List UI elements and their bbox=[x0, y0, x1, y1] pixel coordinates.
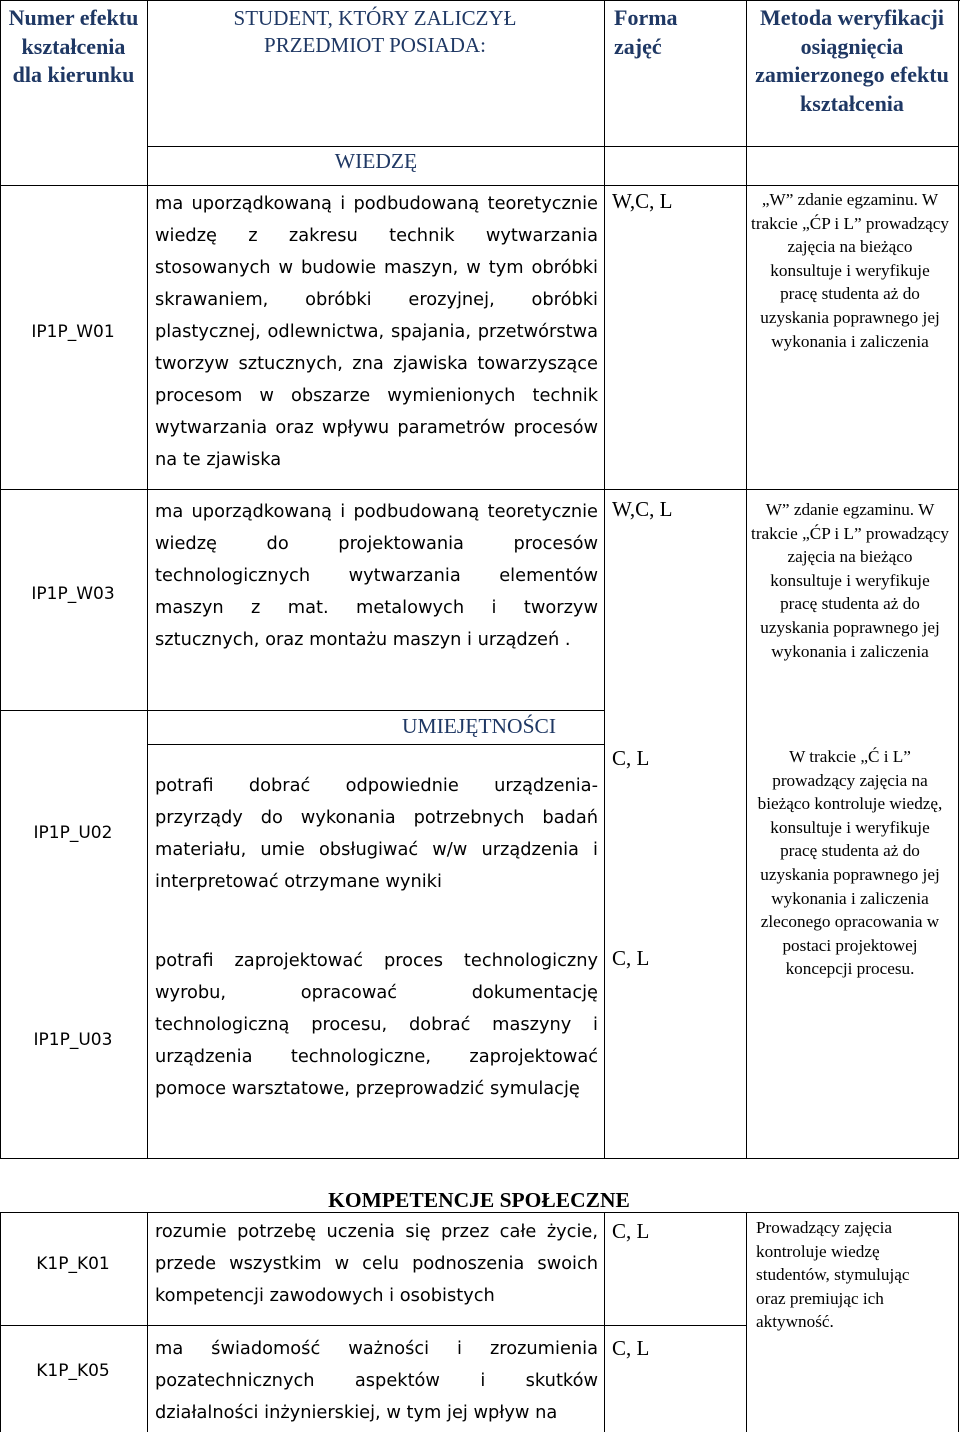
row-divider bbox=[0, 185, 959, 186]
section-skills: UMIEJĘTNOŚCI bbox=[401, 714, 557, 738]
row-code: K1P_K01 bbox=[36, 1254, 110, 1274]
row-method: W trakcie „Ć i L” prowadzący zajęcia na bieżąco kontroluje wiedzę, konsultuje i weryfikuje pracę studenta aż do uzyskania poprawnego jej wykonania i zaliczenia zleconego opracowania w postaci projektowej koncepcji procesu. bbox=[757, 747, 943, 979]
row-description: potrafi dobrać odpowiednie urządzenia- przyrządy do wykonania potrzebnych badań materiału, umie obsługiwać w/w urządzenia i interpretować otrzymane wyniki bbox=[155, 775, 598, 892]
column-divider bbox=[746, 0, 747, 1158]
row-code: IP1P_U02 bbox=[33, 823, 113, 843]
row-form: C, L bbox=[612, 1219, 650, 1243]
row-form: C, L bbox=[612, 946, 650, 970]
row-form: W,C, L bbox=[612, 497, 673, 521]
header-description: STUDENT, KTÓRY ZALICZYŁ PRZEDMIOT POSIADA: bbox=[233, 6, 517, 57]
row-divider bbox=[147, 744, 605, 745]
row-divider bbox=[0, 1325, 747, 1326]
row-method: „W” zdanie egzaminu. W trakcie „ĆP i L” prowadzący zajęcia na bieżąco konsultuje i weryfikuje pracę studenta aż do uzyskania poprawnego jej wykonania i zaliczenia bbox=[751, 190, 949, 351]
row-code: K1P_K05 bbox=[36, 1361, 110, 1381]
row-description: potrafi zaprojektować proces technologiczny wyrobu, opracować dokumentację technologiczną procesu, dobrać maszyny i urządzenia technologiczne, zaprojektować pomoce warsztatowe, przeprowadzić symulację bbox=[155, 950, 598, 1099]
row-method: Prowadzący zajęcia kontroluje wiedzę studentów, stymulując oraz premiując ich aktywność. bbox=[756, 1218, 910, 1332]
table-border-left bbox=[0, 0, 1, 1158]
row-description: ma uporządkowaną i podbudowaną teoretycznie wiedzę do projektowania procesów technologicznych wytwarzania elementów maszyn z mat. metalowych i tworzyw sztucznych, oraz montażu maszyn i urządzeń . bbox=[155, 501, 598, 650]
header-form: Forma zajęć bbox=[614, 5, 678, 59]
row-form: C, L bbox=[612, 746, 650, 770]
header-method: Metoda weryfikacji osiągnięcia zamierzonego efektu kształcenia bbox=[755, 5, 949, 116]
table-border-right bbox=[958, 1212, 959, 1432]
table-border-right bbox=[958, 0, 959, 1158]
row-description: rozumie potrzebę uczenia się przez całe życie, przede wszystkim w celu podnoszenia swoich kompetencji zawodowych i osobistych bbox=[155, 1221, 598, 1306]
section-competences: KOMPETENCJE SPOŁECZNE bbox=[328, 1188, 630, 1212]
row-form: C, L bbox=[612, 1336, 650, 1360]
row-form: W,C, L bbox=[612, 189, 673, 213]
row-divider bbox=[0, 710, 605, 711]
header-code: Numer efektu kształcenia dla kierunku bbox=[8, 5, 139, 87]
section-knowledge: WIEDZĘ bbox=[334, 149, 418, 173]
row-divider bbox=[147, 146, 959, 147]
row-code: IP1P_W03 bbox=[31, 584, 115, 604]
row-divider bbox=[0, 1158, 959, 1159]
column-divider bbox=[147, 1212, 148, 1432]
row-divider bbox=[0, 489, 959, 490]
row-code: IP1P_U03 bbox=[33, 1030, 113, 1050]
row-description: ma świadomość ważności i zrozumienia pozatechnicznych aspektów i skutków działalności inżynierskiej, w tym jej wpływ na bbox=[155, 1338, 598, 1423]
table-border-top bbox=[0, 0, 960, 1]
table-border-left bbox=[0, 1212, 1, 1432]
column-divider bbox=[604, 0, 605, 1158]
row-code: IP1P_W01 bbox=[31, 322, 115, 342]
column-divider bbox=[746, 1212, 747, 1432]
row-description: ma uporządkowaną i podbudowaną teoretycznie wiedzę z zakresu technik wytwarzania stosowanych w budowie maszyn, w tym obróbki skrawaniem, obróbki erozyjnej, obróbki plastycznej, odlewnictwa, spajania, przetwórstwa tworzyw sztucznych, zna zjawiska towarzyszące procesom w obszarze wymienionych technik wytwarzania oraz wpływu parametrów procesów na te zjawiska bbox=[155, 193, 598, 470]
row-method: W” zdanie egzaminu. W trakcie „ĆP i L” prowadzący zajęcia na bieżąco konsultuje i weryfikuje pracę studenta aż do uzyskania poprawnego jej wykonania i zaliczenia bbox=[751, 500, 949, 661]
column-divider bbox=[604, 1212, 605, 1432]
